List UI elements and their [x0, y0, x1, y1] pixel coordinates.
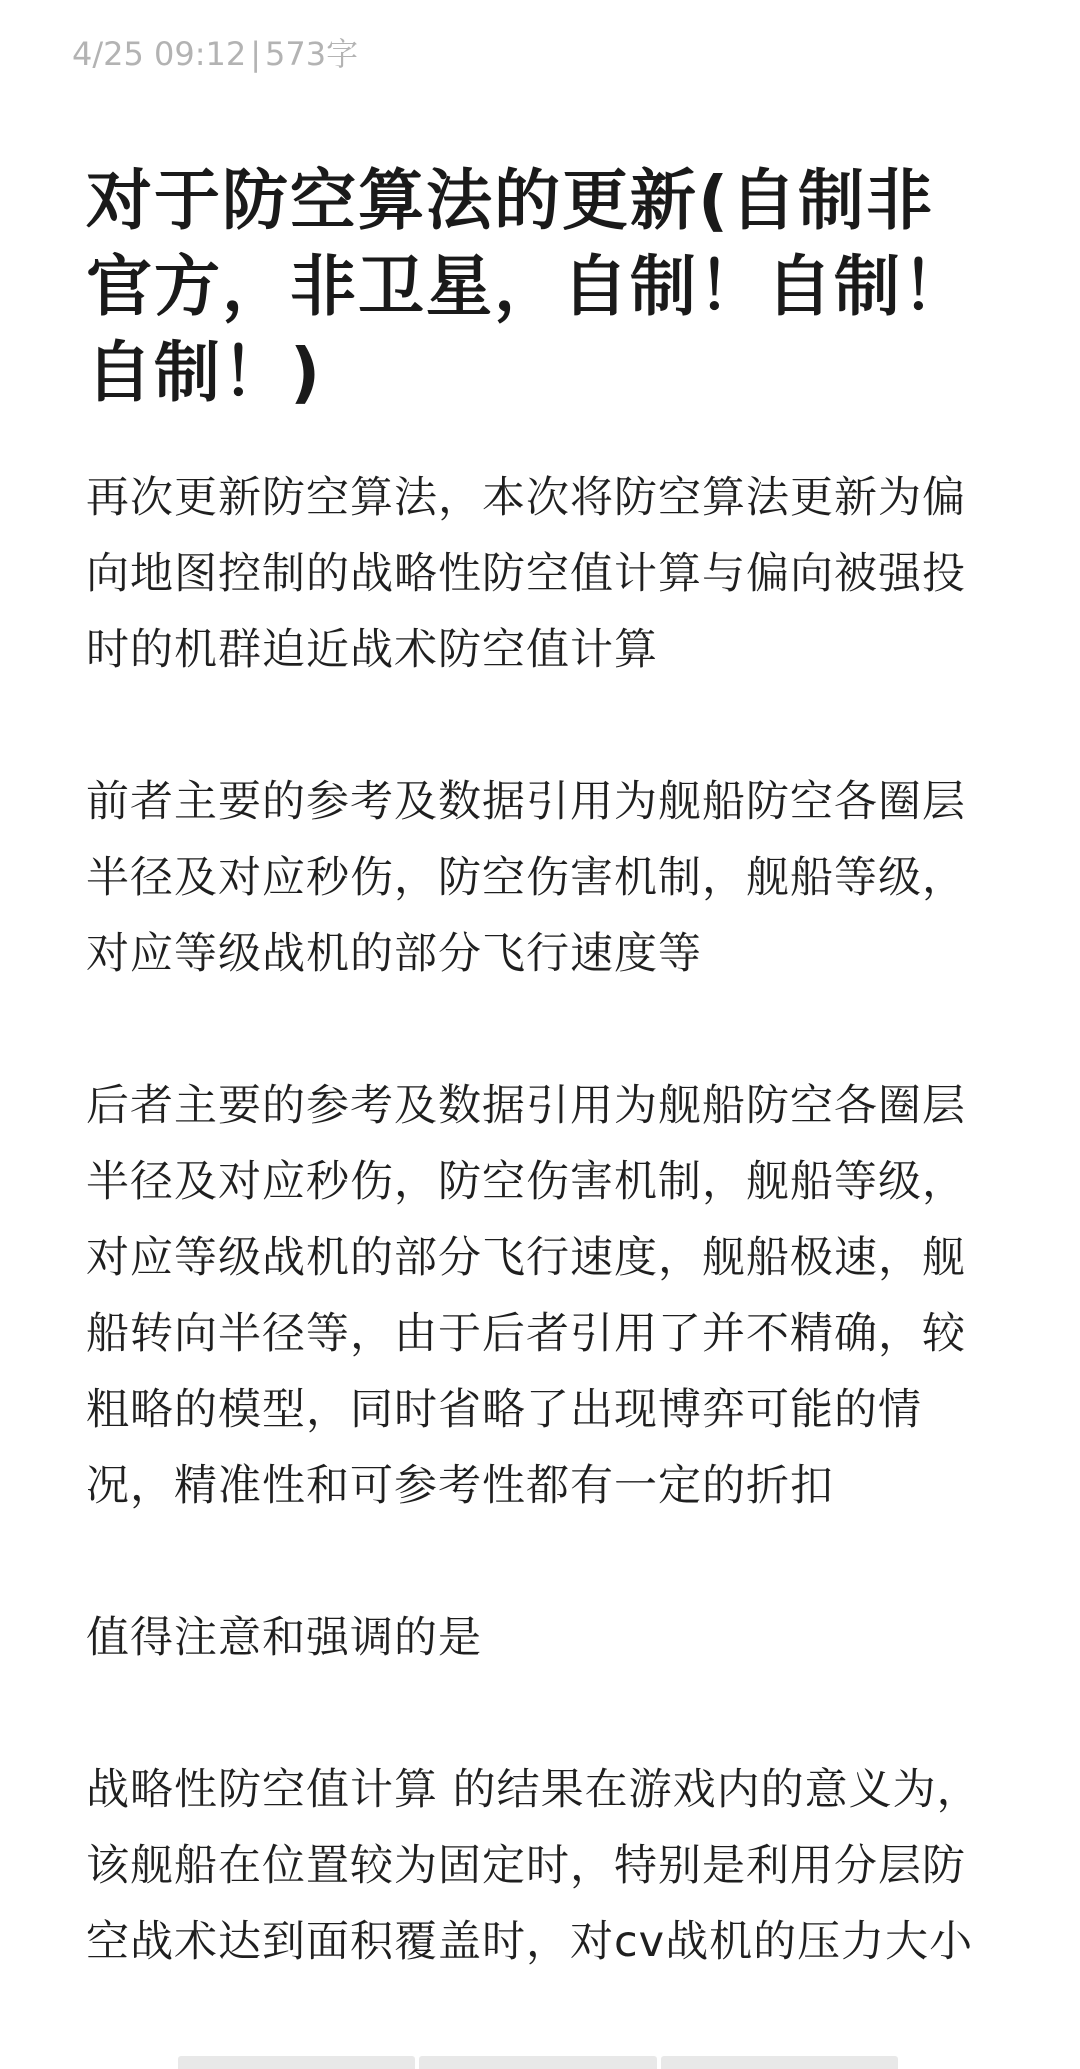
bottom-toolbar-segment[interactable]	[661, 2056, 898, 2069]
note-body[interactable]	[86, 460, 1006, 2056]
note-date: 4/25 09:12	[72, 35, 247, 73]
note-paragraph-3[interactable]: 后者主要的参考及数据引用为舰船防空各圈层半径及对应秒伤，防空伤害机制，舰船等级，对应等级战机的部分飞行速度，舰船极速，舰船转向半径等，由于后者引用了并不精确，较粗略的模型，同时省略了出现博弈可能的情况，精准性和可参考性都有一定的折扣	[86, 1081, 966, 1511]
note-meta	[72, 30, 358, 78]
note-paragraph-4[interactable]: 值得注意和强调的是	[86, 1613, 482, 1663]
word-count: 573字	[265, 35, 359, 73]
bottom-toolbar-edge	[178, 2056, 898, 2069]
note-title[interactable]: 对于防空算法的更新(自制非官方，非卫星，自制！自制！自制！)	[86, 162, 970, 411]
bottom-toolbar-segment[interactable]	[178, 2056, 415, 2069]
bottom-toolbar-segment[interactable]	[419, 2056, 656, 2069]
note-paragraph-2[interactable]: 前者主要的参考及数据引用为舰船防空各圈层半径及对应秒伤，防空伤害机制，舰船等级，对应等级战机的部分飞行速度等	[86, 777, 966, 979]
note-paragraph-1[interactable]: 再次更新防空算法，本次将防空算法更新为偏向地图控制的战略性防空值计算与偏向被强投时的机群迫近战术防空值计算	[86, 473, 966, 675]
note-paragraph-5[interactable]: 战略性防空值计算 的结果在游戏内的意义为，该舰船在位置较为固定时，特别是利用分层防空战术达到面积覆盖时，对cv战机的压力大小	[86, 1765, 981, 1967]
meta-separator: |	[250, 35, 262, 73]
